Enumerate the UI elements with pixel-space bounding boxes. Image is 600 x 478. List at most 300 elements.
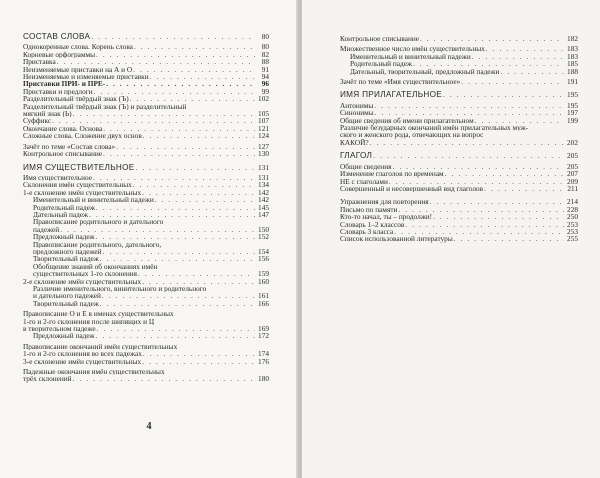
toc-page-number: 197: [567, 109, 578, 117]
toc-entry: [340, 78, 578, 85]
toc-list-right: [340, 35, 578, 243]
toc-entry-title-line: Различие именительного, винительного и родительного: [33, 285, 207, 293]
dot-leader: [73, 110, 255, 117]
toc-entry-title: Кто-то начал, ты – продолжи!: [340, 213, 433, 221]
toc-entry: [23, 43, 269, 50]
toc-entry-row: [33, 292, 269, 299]
toc-page-number: 152: [258, 233, 269, 241]
toc-entry: [340, 102, 578, 109]
toc-entry-title: ИМЯ ПРИЛАГАТЕЛЬНОЕ: [340, 91, 443, 99]
toc-page-number: 253: [567, 227, 578, 236]
dot-leader: [116, 143, 255, 150]
toc-entry-title: Именительный и винительный падежи: [33, 196, 154, 204]
toc-entry-title-line: Правописание родительного, дательного,: [33, 240, 162, 248]
toc-page-number: 159: [258, 270, 269, 278]
toc-page-number: 96: [261, 80, 269, 88]
toc-page-number: 142: [258, 196, 269, 204]
toc-entry-row: [33, 233, 269, 240]
toc-entry-row: [340, 198, 578, 205]
toc-entry: [23, 132, 269, 139]
toc-page-number: 127: [258, 142, 269, 151]
toc-entry: [340, 235, 578, 242]
toc-entry-title: Родительный падеж: [350, 60, 413, 68]
toc-entry-title-line: Разделительный твёрдый знак (Ъ) и разделительный: [23, 102, 187, 111]
toc-entry-row: [33, 204, 269, 211]
toc-entry-title-line: ского и женского рода, отвечающих на вопрос: [340, 131, 484, 139]
toc-page-number: 145: [258, 203, 269, 211]
toc-page-number: 191: [567, 78, 578, 86]
toc-entry: [23, 211, 269, 218]
toc-entry-title: Однокоренные слова. Корень слова: [23, 43, 133, 51]
toc-entry: [23, 218, 269, 233]
toc-entry: [23, 181, 269, 188]
dot-leader: [138, 270, 255, 277]
toc-entry: [23, 51, 269, 58]
toc-entry-title: мягкий знак (Ь): [23, 110, 72, 118]
right-page: [302, 0, 600, 478]
toc-entry-title: и дательного падежей: [33, 292, 101, 300]
toc-page-number: 91: [261, 65, 269, 74]
toc-entry: [23, 263, 269, 278]
toc-entry-row: [23, 375, 269, 382]
toc-entry-title: Контрольное списывание: [23, 150, 103, 158]
toc-entry-row: [23, 110, 269, 117]
toc-entry: [340, 213, 578, 220]
toc-entry-title: Корневые орфограммы: [23, 50, 96, 59]
toc-page-number: 185: [567, 60, 578, 68]
toc-entry-title: Синонимы: [340, 109, 374, 117]
dot-leader: [91, 33, 255, 40]
toc-entry: [23, 80, 269, 87]
toc-entry: [23, 204, 269, 211]
toc-entry-title: Упражнения для повторения: [340, 198, 429, 206]
dot-leader: [484, 185, 564, 192]
dot-leader: [143, 132, 255, 139]
toc-entry-row: [350, 60, 578, 67]
toc-entry-title: Зачёт по теме «Имя существительное»: [340, 78, 461, 86]
left-page: [0, 0, 298, 478]
dot-leader: [134, 43, 255, 50]
toc-entry-title: 3-е склонение имён существительных: [23, 357, 142, 366]
toc-page-number: 147: [258, 210, 269, 219]
toc-entry: [23, 150, 269, 157]
toc-entry-row: [340, 152, 578, 159]
toc-entry-row: [23, 88, 269, 95]
dot-leader: [445, 170, 564, 177]
toc-page-number: 166: [258, 299, 269, 308]
toc-entry-row: [33, 270, 269, 277]
dot-leader: [96, 51, 255, 58]
toc-entry-title-line: 1-го и 2-го склонения после шипящих и Ц: [23, 317, 155, 326]
toc-entry-title: Родительный падеж: [33, 203, 96, 211]
toc-entry: [23, 343, 269, 358]
toc-entry: [340, 163, 578, 170]
toc-page-number: 131: [258, 173, 269, 182]
toc-entry: [23, 73, 269, 80]
toc-entry: [340, 185, 578, 192]
dot-leader: [389, 178, 564, 185]
toc-entry: [340, 206, 578, 213]
toc-entry-title: СОСТАВ СЛОВА: [23, 33, 91, 41]
dot-leader: [475, 117, 564, 124]
toc-entry-title-line: Правописание родительного и дательного: [33, 218, 164, 226]
dot-leader: [52, 117, 255, 124]
toc-entry-row: [23, 278, 269, 285]
dot-leader: [420, 35, 564, 42]
toc-entry-title: 2-е склонение имён существительных: [23, 277, 142, 285]
dot-leader: [370, 139, 564, 146]
toc-page-number: 176: [258, 357, 269, 366]
toc-entry-title: Словарь 3 класса: [340, 227, 394, 236]
toc-page-number: 174: [258, 350, 269, 358]
toc-entry-row: [23, 51, 269, 58]
toc-page-number: 80: [261, 43, 269, 51]
toc-page-number: 82: [261, 50, 269, 59]
dot-leader: [102, 292, 255, 299]
toc-page-number: 154: [258, 247, 269, 256]
toc-entry-row: [23, 325, 269, 332]
toc-entry-title: 1-е склонение имён существительных: [23, 188, 142, 197]
toc-page-number: 88: [261, 58, 269, 66]
toc-entry-row: [23, 125, 269, 132]
toc-entry-row: [23, 73, 269, 80]
toc-page-number: 130: [258, 150, 269, 158]
toc-entry: [340, 228, 578, 235]
toc-page-number: 205: [567, 152, 578, 160]
toc-entry-title: Список использованной литературы: [340, 235, 453, 243]
toc-entry: [23, 143, 269, 150]
toc-entry-title-line: Правописание О и Е в именах существительных: [23, 310, 174, 318]
dot-leader: [486, 45, 564, 52]
dot-leader: [97, 325, 255, 332]
toc-page-number: 202: [567, 138, 578, 147]
toc-entry: [23, 310, 269, 332]
dot-leader: [461, 78, 564, 85]
toc-entry: [23, 255, 269, 262]
toc-entry: [340, 109, 578, 116]
toc-entry-title: Разделительный твёрдый знак (Ъ): [23, 95, 129, 103]
toc-entry-title: Творительный падеж: [33, 299, 99, 308]
dot-leader: [93, 174, 255, 181]
toc-entry: [23, 125, 269, 132]
toc-entry-title: НЕ с глаголами: [340, 177, 388, 185]
toc-entry-row: [340, 109, 578, 116]
toc-page-number: 183: [567, 52, 578, 61]
toc-entry-row: [33, 248, 269, 255]
toc-entry-row: [23, 143, 269, 150]
toc-entry: [23, 233, 269, 240]
toc-page-number: 205: [567, 162, 578, 171]
toc-entry-row: [340, 117, 578, 124]
toc-page-number: 195: [567, 91, 578, 99]
dot-leader: [142, 189, 255, 196]
toc-entry-title: ИМЯ СУЩЕСТВИТЕЛЬНОЕ: [23, 163, 135, 171]
toc-entry-title: Предложный падеж: [33, 332, 95, 340]
toc-entry-row: [340, 139, 578, 146]
toc-entry-title: трёх склонений: [23, 375, 72, 383]
toc-entry: [23, 117, 269, 124]
dot-leader: [143, 350, 255, 357]
toc-page-number: 172: [258, 332, 269, 340]
toc-entry: [340, 221, 578, 228]
dot-leader: [57, 58, 255, 65]
toc-section-heading: [23, 164, 269, 171]
toc-page-number: 94: [261, 73, 269, 81]
toc-section-heading: [340, 91, 578, 98]
dot-leader: [443, 91, 564, 98]
dot-leader: [394, 228, 564, 235]
toc-page-number: 102: [258, 95, 269, 103]
toc-entry-row: [33, 300, 269, 307]
toc-page-number: 250: [567, 213, 578, 221]
toc-entry-title: 1-го и 2-го склонения во всех падежах: [23, 350, 142, 358]
toc-entry-title: падежей: [33, 225, 60, 234]
toc-entry-title: Творительный падеж: [33, 255, 99, 263]
toc-entry-title: существительных 1-го склонения: [33, 270, 138, 278]
dot-leader: [133, 66, 255, 73]
dot-leader: [96, 233, 255, 240]
toc-entry: [340, 35, 578, 42]
toc-entry: [340, 68, 578, 75]
toc-entry: [340, 124, 578, 146]
dot-leader: [106, 80, 255, 87]
dot-leader: [433, 213, 564, 220]
dot-leader: [103, 125, 255, 132]
toc-entry-row: [340, 35, 578, 42]
toc-page-number: 121: [258, 124, 269, 133]
toc-page-number: 160: [258, 277, 269, 285]
toc-entry-title-line: Различие безударных окончаний имён прилагательных муж-: [340, 124, 529, 132]
toc-page-number: 107: [258, 117, 269, 125]
dot-leader: [142, 358, 255, 365]
toc-entry-title: Зачёт по теме «Состав слова»: [23, 142, 116, 151]
toc-entry-title: Общие сведения об имени прилагательном: [340, 116, 474, 125]
toc-entry-title: Приставка: [23, 58, 56, 66]
dot-leader: [60, 226, 255, 233]
toc-entry-title: в творительном падеже: [23, 325, 96, 333]
toc-entry-row: [340, 178, 578, 185]
dot-leader: [413, 60, 564, 67]
toc-entry: [23, 196, 269, 203]
toc-entry-title: Имя существительное: [23, 173, 92, 182]
toc-entry: [23, 103, 269, 118]
toc-entry-title: ГЛАГОЛ: [340, 152, 373, 160]
toc-entry-title: Общие сведения: [340, 162, 392, 171]
toc-entry-row: [23, 189, 269, 196]
toc-entry-row: [33, 196, 269, 203]
toc-entry-title: Контрольное списывание: [340, 35, 420, 43]
toc-entry-row: [23, 350, 269, 357]
toc-entry-title: Сложные слова. Сложение двух основ: [23, 132, 142, 140]
dot-leader: [103, 248, 255, 255]
toc-page-number: 161: [258, 292, 269, 300]
toc-entry-row: [23, 132, 269, 139]
dot-leader: [405, 221, 564, 228]
toc-entry-row: [340, 228, 578, 235]
toc-entry: [340, 198, 578, 205]
toc-entry-row: [340, 91, 578, 98]
dot-leader: [392, 163, 564, 170]
toc-entry-row: [340, 213, 578, 220]
toc-entry-row: [23, 150, 269, 157]
toc-entry-title: Приставки и предлоги: [23, 87, 93, 96]
toc-entry-row: [33, 332, 269, 339]
toc-entry: [23, 278, 269, 285]
toc-entry-row: [23, 164, 269, 171]
toc-entry-row: [23, 66, 269, 73]
toc-entry: [23, 189, 269, 196]
toc-entry-row: [340, 102, 578, 109]
dot-leader: [430, 198, 564, 205]
toc-entry-title: Совершенный и несовершенный вид глаголов: [340, 184, 484, 193]
toc-page-number: 199: [567, 116, 578, 125]
toc-entry-row: [23, 80, 269, 87]
toc-page-number: 214: [567, 198, 578, 206]
toc-page-number: 124: [258, 132, 269, 140]
toc-entry-row: [23, 181, 269, 188]
toc-page-number: 142: [258, 188, 269, 197]
toc-entry-title: Склонения имён существительных: [23, 181, 132, 189]
toc-entry-title: Предложный падеж: [33, 233, 95, 241]
toc-entry-row: [340, 170, 578, 177]
dot-leader: [96, 204, 255, 211]
toc-page-number: 99: [261, 87, 269, 96]
toc-page-number: 211: [567, 184, 578, 193]
dot-leader: [73, 375, 255, 382]
toc-entry: [340, 117, 578, 124]
toc-page-number: 131: [258, 163, 269, 171]
toc-entry-row: [350, 53, 578, 60]
toc-page-number: 183: [567, 45, 578, 53]
dot-leader: [500, 68, 564, 75]
toc-page-number: 255: [567, 235, 578, 243]
toc-entry-title: Неизменяемые приставки на А и О: [23, 65, 133, 74]
toc-entry: [23, 285, 269, 300]
toc-entry-title: предложного падежей: [33, 247, 102, 256]
toc-entry-row: [23, 358, 269, 365]
toc-entry-row: [340, 45, 578, 52]
dot-leader: [374, 102, 564, 109]
toc-entry-row: [350, 68, 578, 75]
toc-entry-title: Письмо по памяти: [340, 205, 398, 214]
dot-leader: [94, 88, 255, 95]
dot-leader: [472, 53, 564, 60]
toc-list-left: [23, 33, 269, 383]
toc-entry-row: [340, 185, 578, 192]
toc-section-heading: [340, 152, 578, 159]
toc-entry: [23, 88, 269, 95]
toc-entry: [23, 332, 269, 339]
toc-page-number: 80: [261, 33, 269, 41]
toc-entry-title: Именительный и винительный падежи: [350, 52, 471, 61]
toc-entry-title-line: Обобщение знаний об окончаниях имён: [33, 262, 158, 271]
dot-leader: [142, 278, 255, 285]
dot-leader: [398, 206, 564, 213]
toc-page-number: 150: [258, 225, 269, 234]
toc-entry-title: Дательный падеж: [33, 210, 89, 219]
dot-leader: [155, 196, 255, 203]
toc-entry-title: Словарь 1–2 классов: [340, 220, 405, 228]
toc-page-number: 253: [567, 220, 578, 228]
dot-leader: [103, 150, 255, 157]
toc-page-number: 195: [567, 101, 578, 110]
toc-entry: [23, 368, 269, 383]
dot-leader: [454, 235, 564, 242]
toc-entry: [23, 241, 269, 256]
toc-page-number: 207: [567, 170, 578, 178]
toc-entry-row: [340, 78, 578, 85]
toc-entry-row: [23, 43, 269, 50]
dot-leader: [133, 181, 255, 188]
toc-page-number: 105: [258, 110, 269, 118]
toc-entry-row: [33, 255, 269, 262]
dot-leader: [130, 95, 255, 102]
toc-entry-title: Неизменяемые и изменяемые приставки: [23, 73, 149, 81]
toc-entry: [340, 45, 578, 52]
toc-page-number: 169: [258, 325, 269, 333]
dot-leader: [89, 211, 255, 218]
toc-entry-title: Антонимы: [340, 101, 374, 110]
toc-entry-row: [340, 221, 578, 228]
toc-entry-title: Дательный, творительный, предложный падежи: [350, 67, 500, 76]
dot-leader: [375, 109, 564, 116]
toc-entry: [23, 58, 269, 65]
page-number: 4: [146, 421, 152, 432]
toc-page-number: 188: [567, 67, 578, 76]
toc-entry: [23, 174, 269, 181]
toc-entry-row: [23, 58, 269, 65]
toc-page-number: 209: [567, 177, 578, 185]
dot-leader: [100, 300, 255, 307]
toc-entry-row: [340, 163, 578, 170]
toc-entry: [23, 300, 269, 307]
toc-entry-title-line: Правописание окончаний имён существительных: [23, 342, 178, 351]
toc-entry-row: [340, 235, 578, 242]
toc-entry-title-line: Падежные окончания имён существительных: [23, 368, 165, 376]
toc-entry: [340, 170, 578, 177]
toc-entry: [23, 95, 269, 102]
toc-entry: [23, 358, 269, 365]
dot-leader: [136, 164, 255, 171]
dot-leader: [373, 152, 564, 159]
toc-page-number: 182: [567, 35, 578, 43]
toc-entry-row: [23, 95, 269, 102]
toc-entry-row: [23, 117, 269, 124]
toc-entry-title: Окончание слова. Основа: [23, 124, 103, 133]
dot-leader: [100, 255, 255, 262]
toc-entry-row: [23, 33, 269, 40]
toc-entry-row: [23, 174, 269, 181]
toc-page-number: 228: [567, 205, 578, 214]
toc-page-number: 156: [258, 255, 269, 263]
toc-entry-row: [33, 211, 269, 218]
toc-entry: [340, 60, 578, 67]
toc-entry-title: Приставки ПРИ- и ПРЕ-: [23, 80, 106, 88]
toc-entry-title: Изменение глаголов по временам: [340, 170, 444, 178]
toc-entry: [23, 66, 269, 73]
toc-section-heading: [23, 33, 269, 40]
toc-page-number: 134: [258, 181, 269, 189]
toc-entry-title: Множественное число имён существительных: [340, 45, 485, 53]
toc-page-number: 180: [258, 375, 269, 383]
toc-entry: [340, 178, 578, 185]
toc-entry: [340, 53, 578, 60]
toc-entry-row: [340, 206, 578, 213]
toc-entry-title: КАКОЙ?: [340, 138, 369, 147]
toc-entry-row: [33, 226, 269, 233]
toc-entry-title: Суффикс: [23, 117, 52, 125]
dot-leader: [150, 73, 255, 80]
